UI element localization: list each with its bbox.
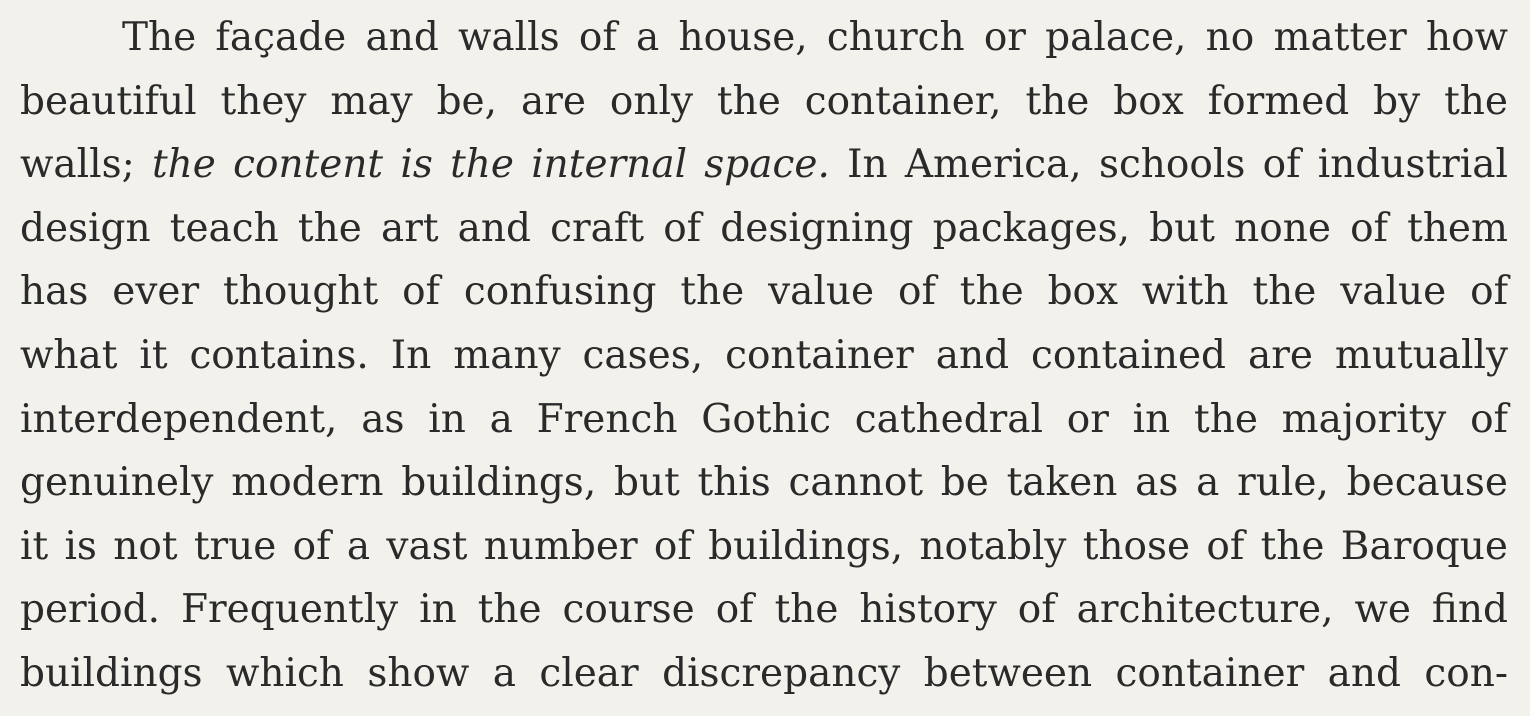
text-fragment: walls; — [20, 142, 152, 188]
text-line: it is not true of a vast number of buildings, notably those of the Baroque — [20, 523, 1508, 569]
text-line: what it contains. In many cases, container and contained are mutually — [20, 332, 1508, 378]
text-line: beautiful they may be, are only the container, the box formed by the — [20, 78, 1508, 124]
text-line — [20, 133, 1508, 197]
emphasized-text: the content is the internal space. — [152, 142, 830, 188]
body-paragraph — [20, 6, 1508, 706]
text-line: genuinely modern buildings, but this cannot be taken as a rule, because — [20, 460, 1508, 506]
text-line: buildings which show a clear discrepancy between container and con- — [20, 650, 1508, 696]
text-line: The façade and walls of a house, church or palace, no matter how — [122, 15, 1508, 60]
text-line: design teach the art and craft of designing packages, but none of them — [20, 205, 1508, 251]
text-line: period. Frequently in the course of the history of architecture, we find — [20, 587, 1508, 633]
text-line: interdependent, as in a French Gothic cathedral or in the majority of — [20, 396, 1508, 442]
text-line: has ever thought of confusing the value of the box with the value of — [20, 269, 1508, 315]
text-fragment: In America, schools of industrial — [829, 142, 1508, 188]
